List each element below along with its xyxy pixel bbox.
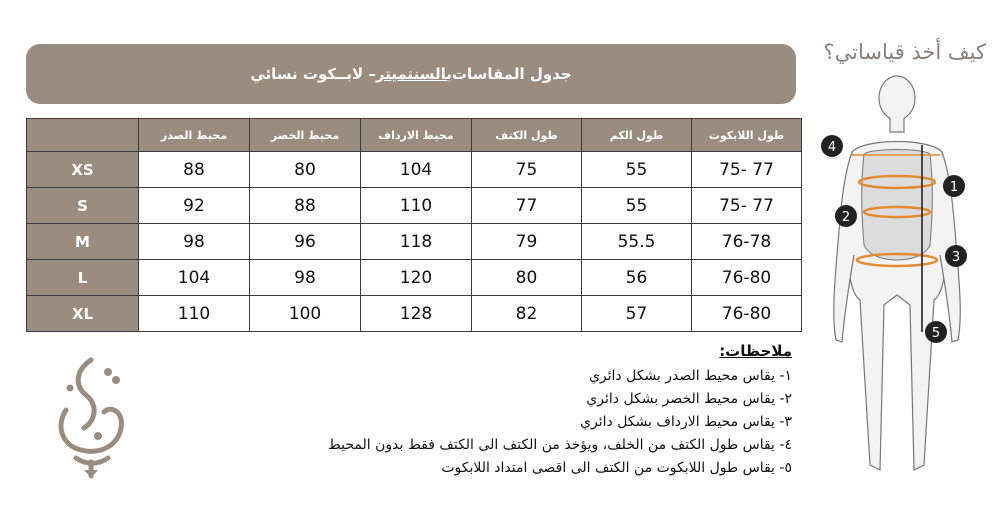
table-cell: 55	[582, 152, 692, 188]
marker-3-icon	[945, 245, 967, 267]
table-header-row	[27, 119, 802, 152]
table-cell: 96	[250, 224, 361, 260]
table-cell: 76-80	[692, 260, 802, 296]
title-part2: – لابــكوت نسائي	[250, 65, 376, 83]
marker-1-icon	[943, 175, 965, 197]
table-cell: 79	[472, 224, 582, 260]
table-cell: 100	[250, 296, 361, 332]
notes-heading: ملاحظات:	[719, 342, 792, 360]
note-item: ٣- يقاس محيط الارداف بشكل دائري	[580, 414, 792, 430]
table-cell: 120	[361, 260, 472, 296]
table-cell: 118	[361, 224, 472, 260]
note-item: ٤- يقاس طول الكتف من الخلف، ويؤخذ من الكتف الى الكتف فقط بدون المحيط	[327, 437, 792, 453]
table-cell: 55	[582, 188, 692, 224]
note-item: ٥- يقاس طول اللابكوت من الكتف الى اقصى امتداد اللابكوت	[441, 460, 792, 476]
table-cell: 55.5	[582, 224, 692, 260]
table-cell: 98	[250, 260, 361, 296]
header-hips: محيط الارداف	[361, 119, 472, 152]
table-cell: 88	[139, 152, 250, 188]
title-part1: جدول المقاسات	[451, 65, 572, 83]
table-row	[27, 224, 802, 260]
marker-label: 5	[931, 326, 941, 341]
table-cell: 77	[472, 188, 582, 224]
notes-section	[240, 340, 792, 480]
table-row	[27, 260, 802, 296]
table-cell: 92	[139, 188, 250, 224]
table-cell: 80	[250, 152, 361, 188]
table-cell: 80	[472, 260, 582, 296]
size-label: S	[27, 188, 139, 224]
table-cell: 75- 77	[692, 188, 802, 224]
table-cell: 75- 77	[692, 152, 802, 188]
table-cell: 56	[582, 260, 692, 296]
body-measure-figure	[812, 70, 982, 500]
title-underlined: بالسنتميتر	[375, 65, 452, 83]
marker-label: 2	[841, 210, 851, 225]
marker-label: 3	[951, 250, 961, 265]
header-length: طول اللابكوت	[692, 119, 802, 152]
note-item: ١- يقاس محيط الصدر بشكل دائري	[588, 368, 792, 384]
table-cell: 110	[139, 296, 250, 332]
size-label: XS	[27, 152, 139, 188]
size-label: L	[27, 260, 139, 296]
table-cell: 88	[250, 188, 361, 224]
table-title-banner	[26, 44, 796, 104]
table-cell: 104	[139, 260, 250, 296]
table-cell: 75	[472, 152, 582, 188]
table-row	[27, 188, 802, 224]
calligraphy-logo-icon	[46, 350, 136, 480]
header-waist: محيط الخصر	[250, 119, 361, 152]
size-label: XL	[27, 296, 139, 332]
table-cell: 128	[361, 296, 472, 332]
marker-4-icon	[821, 135, 843, 157]
header-size	[27, 119, 139, 152]
table-row	[27, 152, 802, 188]
marker-2-icon	[835, 205, 857, 227]
table-cell: 76-78	[692, 224, 802, 260]
table-cell: 82	[472, 296, 582, 332]
note-item: ٢- يقاس محيط الخصر بشكل دائري	[586, 391, 792, 407]
size-label: M	[27, 224, 139, 260]
marker-label: 4	[827, 140, 837, 155]
table-cell: 110	[361, 188, 472, 224]
table-cell: 76-80	[692, 296, 802, 332]
header-shoulder: طول الكتف	[472, 119, 582, 152]
how-to-measure-title: كيف أخذ قياساتي؟	[823, 40, 986, 64]
size-table	[26, 118, 802, 332]
table-cell: 57	[582, 296, 692, 332]
header-chest: محيط الصدر	[139, 119, 250, 152]
table-row	[27, 296, 802, 332]
table-cell: 98	[139, 224, 250, 260]
table-cell: 104	[361, 152, 472, 188]
header-sleeve: طول الكم	[582, 119, 692, 152]
marker-5-icon	[925, 321, 947, 343]
marker-label: 1	[949, 180, 959, 195]
